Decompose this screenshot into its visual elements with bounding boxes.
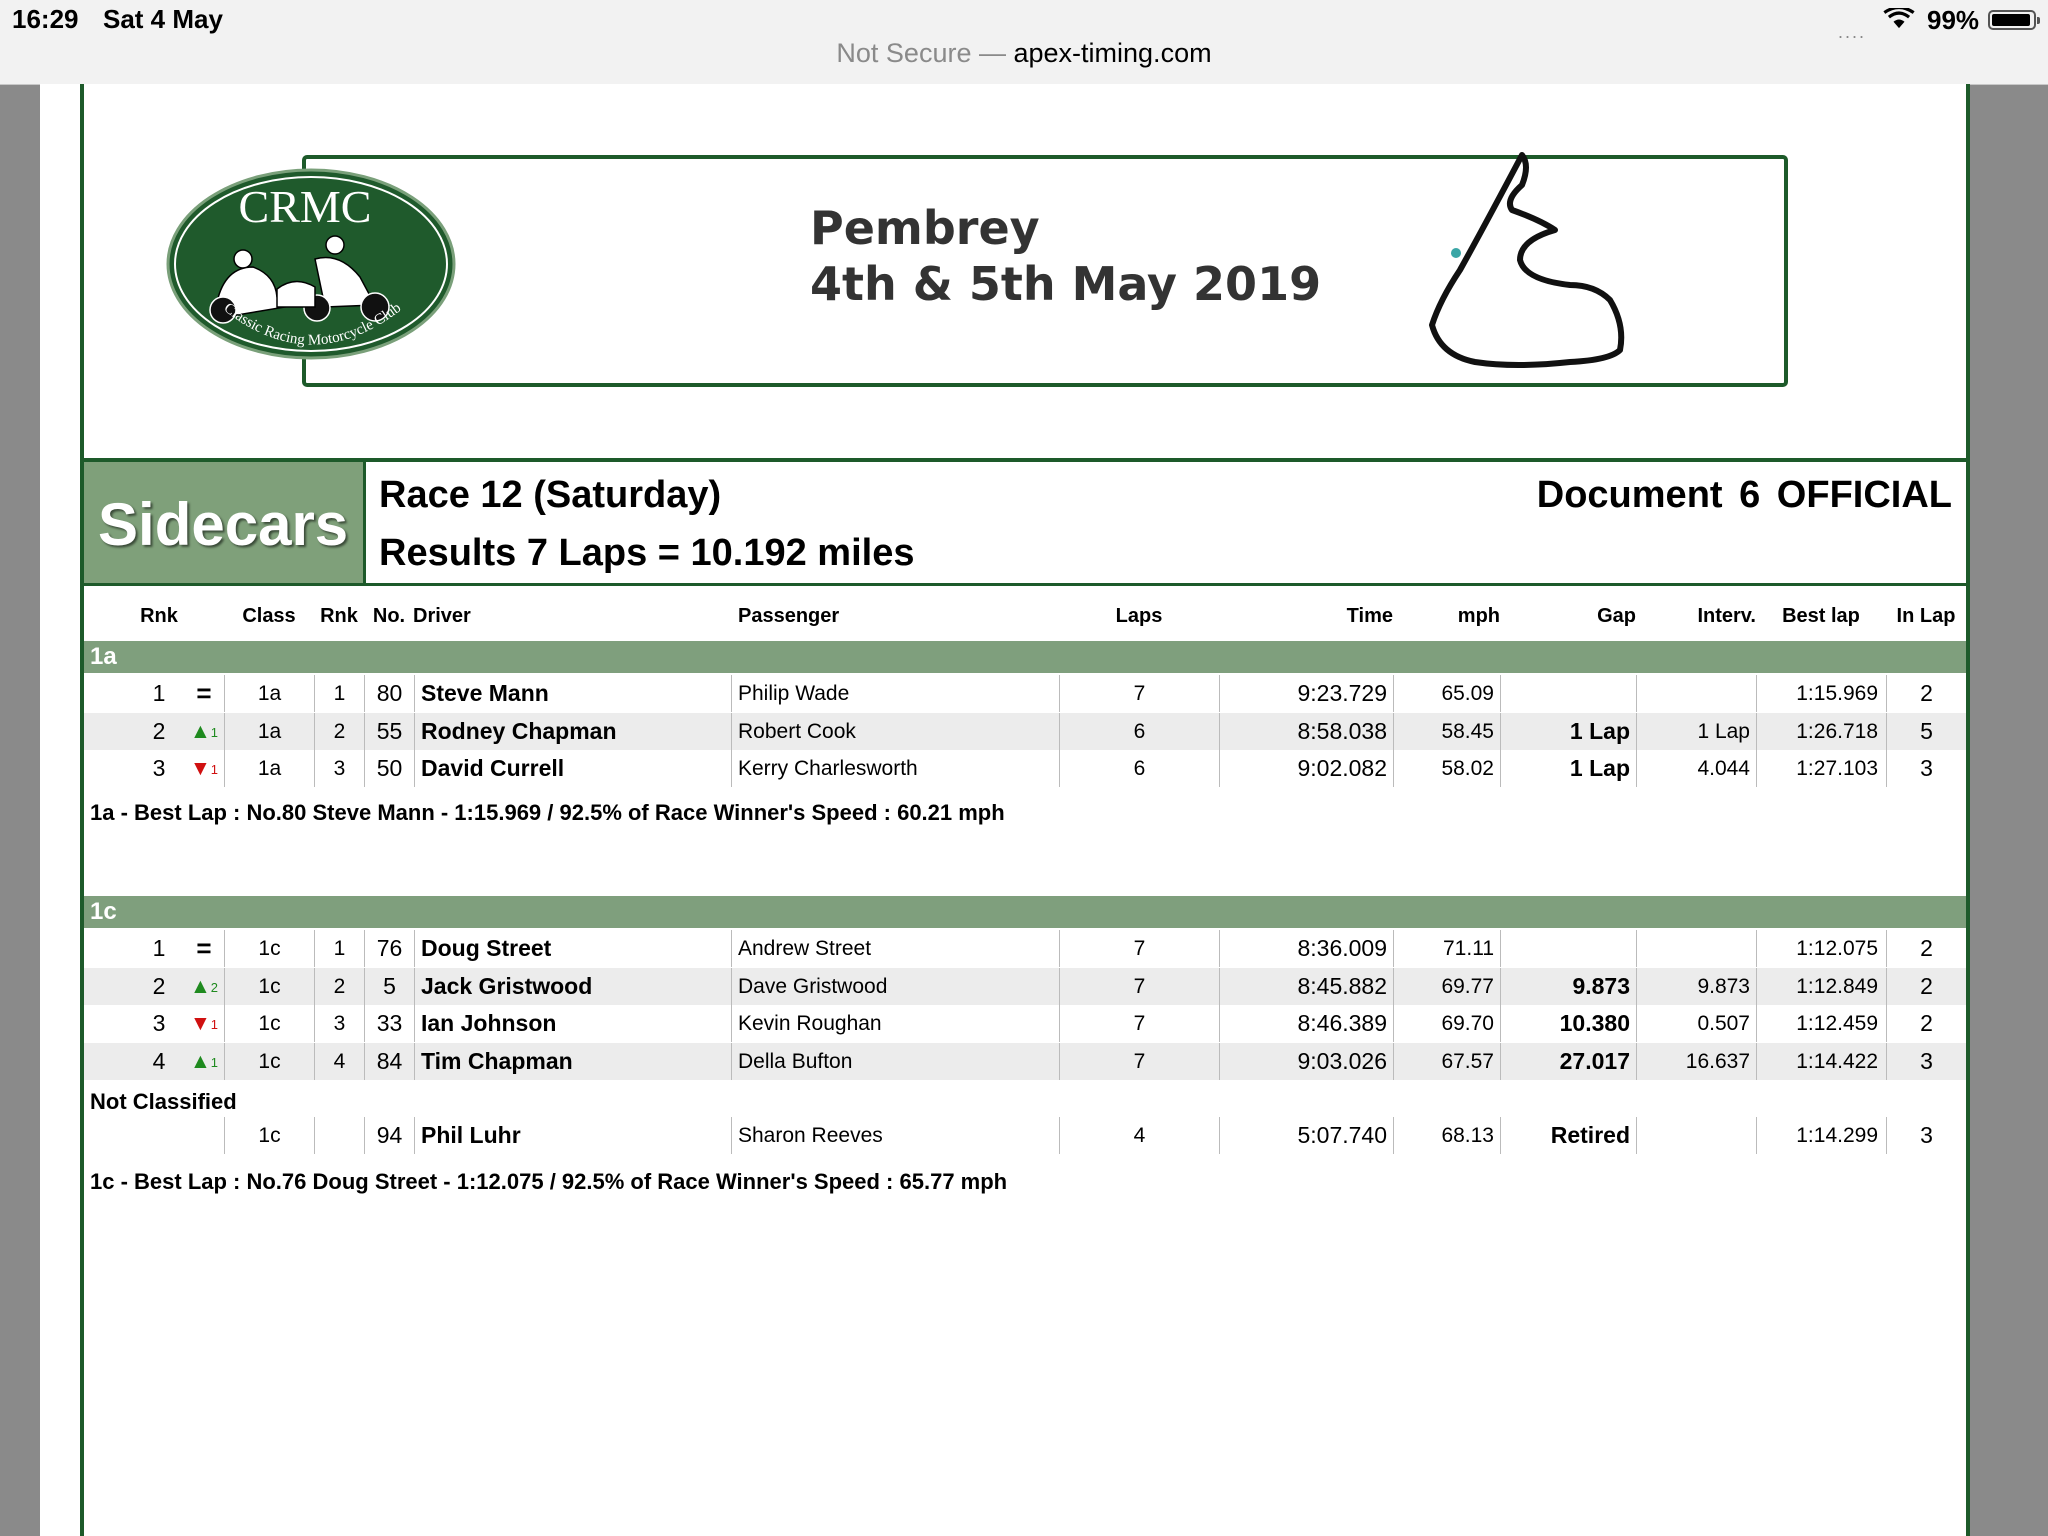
- best-lap-note-1a: 1a - Best Lap : No.80 Steve Mann - 1:15.969 / 92.5% of Race Winner's Speed : 60.21 mph: [90, 800, 1005, 825]
- cell-no: 33: [364, 1005, 414, 1042]
- cell-rnk: 3: [152, 755, 166, 781]
- cell-interv: [1636, 1117, 1756, 1154]
- browser-top-bar: [0, 0, 2048, 85]
- cell-mph: 58.02: [1393, 750, 1500, 787]
- cell-mph: 58.45: [1393, 713, 1500, 750]
- table-row: [84, 968, 1966, 1005]
- cell-driver: Jack Gristwood: [414, 968, 738, 1005]
- trend-count: 1: [210, 761, 219, 777]
- cell-interv: [1636, 930, 1756, 967]
- cell-gap: 9.873: [1500, 968, 1636, 1005]
- results-title: Results 7 Laps = 10.192 miles: [379, 532, 915, 574]
- table-row: [84, 930, 1966, 967]
- cell-inlap: 2: [1886, 675, 1966, 712]
- cell-crnk: 2: [314, 968, 364, 1005]
- table-row: [84, 675, 1966, 712]
- cell-passenger: Robert Cook: [731, 713, 1059, 750]
- cell-inlap: 3: [1886, 750, 1966, 787]
- position-change-icon: [184, 713, 224, 750]
- table-row: [84, 750, 1966, 787]
- cell-gap: 1 Lap: [1500, 713, 1636, 750]
- document-status: Document 6 OFFICIAL: [1536, 474, 1952, 516]
- cell-gap: [1500, 675, 1636, 712]
- status-time: 16:29: [12, 4, 79, 34]
- position-change-icon: [184, 930, 224, 967]
- cell-class: 1a: [224, 750, 314, 787]
- cell-interv: 9.873: [1636, 968, 1756, 1005]
- col-passenger: Passenger: [738, 605, 840, 627]
- cell-interv: 4.044: [1636, 750, 1756, 787]
- cell-rnk: 3: [152, 1010, 166, 1036]
- cell-crnk: 3: [314, 750, 364, 787]
- race-title-block: [84, 458, 1966, 586]
- cell-mph: 68.13: [1393, 1117, 1500, 1154]
- cell-interv: 1 Lap: [1636, 713, 1756, 750]
- cell-interv: 0.507: [1636, 1005, 1756, 1042]
- wifi-icon: [1882, 8, 1916, 30]
- logo-subtitle: Classic Racing Motorcycle Club: [220, 299, 405, 349]
- cell-rnk: 1: [152, 935, 166, 961]
- cell-driver: Ian Johnson: [414, 1005, 738, 1042]
- cell-driver: David Currell: [414, 750, 738, 787]
- cell-best: 1:27.103: [1756, 750, 1886, 787]
- cell-crnk: 4: [314, 1043, 364, 1080]
- group-label: 1c: [90, 898, 117, 925]
- cell-mph: 71.11: [1393, 930, 1500, 967]
- cell-no: 50: [364, 750, 414, 787]
- trend-arrow: ▲: [189, 719, 211, 743]
- trend-count: 1: [210, 1016, 219, 1032]
- col-gap: Gap: [1597, 605, 1636, 627]
- cell-crnk: 3: [314, 1005, 364, 1042]
- trend-arrow: ▼: [189, 757, 211, 780]
- trend-arrow: =: [196, 678, 212, 708]
- cell-rnk: 1: [152, 680, 166, 706]
- cell-rnk: 2: [152, 972, 166, 999]
- cell-no: 84: [364, 1043, 414, 1080]
- trend-arrow: ▲: [189, 974, 211, 998]
- position-change-icon: [184, 968, 224, 1005]
- cell-inlap: 2: [1886, 1005, 1966, 1042]
- cell-crnk: 1: [314, 675, 364, 712]
- cell-no: 5: [364, 968, 414, 1005]
- cell-passenger: Kevin Roughan: [731, 1005, 1059, 1042]
- cell-class: 1a: [224, 675, 314, 712]
- col-rnk: Rnk: [140, 605, 178, 627]
- cell-best: 1:12.459: [1756, 1005, 1886, 1042]
- best-lap-note-1c: 1c - Best Lap : No.76 Doug Street - 1:12.075 / 92.5% of Race Winner's Speed : 65.77 mph: [90, 1169, 1008, 1194]
- cell-interv: 16.637: [1636, 1043, 1756, 1080]
- cell-gap: 1 Lap: [1500, 750, 1636, 787]
- col-mph: mph: [1457, 605, 1500, 627]
- cell-driver: Tim Chapman: [414, 1043, 738, 1080]
- cell-passenger: Andrew Street: [731, 930, 1059, 967]
- cell-class: 1c: [224, 968, 314, 1005]
- cell-laps: 7: [1059, 1005, 1219, 1042]
- crmc-logo: [165, 167, 457, 362]
- track-map-icon: [1420, 150, 1640, 380]
- battery-icon: [1988, 10, 2036, 30]
- col-in-lap: In Lap: [1896, 605, 1956, 627]
- cell-driver: Rodney Chapman: [414, 713, 738, 750]
- group-header-1c: [84, 896, 1966, 928]
- cell-crnk: [314, 1117, 364, 1154]
- group-header-1a: [84, 641, 1966, 673]
- cell-laps: 6: [1059, 750, 1219, 787]
- venue-name: Pembrey: [810, 201, 1040, 255]
- cell-class: 1a: [224, 713, 314, 750]
- cell-laps: 7: [1059, 675, 1219, 712]
- cell-crnk: 2: [314, 713, 364, 750]
- logo-text: CRMC: [238, 181, 372, 232]
- position-change-icon: [184, 750, 224, 787]
- address-bar[interactable]: [0, 38, 2048, 69]
- race-title: Race 12 (Saturday): [379, 474, 722, 516]
- cell-time: 8:58.038: [1219, 713, 1393, 750]
- cell-time: 8:46.389: [1219, 1005, 1393, 1042]
- cell-rnk: 4: [152, 1047, 166, 1074]
- trend-arrow: =: [196, 933, 212, 963]
- not-classified-label: Not Classified: [90, 1089, 237, 1114]
- cell-class: 1c: [224, 1005, 314, 1042]
- class-box: [84, 462, 366, 583]
- col-laps: Laps: [1115, 605, 1163, 627]
- trend-count: 1: [210, 1054, 219, 1070]
- cell-best: 1:15.969: [1756, 675, 1886, 712]
- cellular-signal-icon: ....: [1838, 22, 1867, 42]
- position-change-icon: [184, 675, 224, 712]
- cell-mph: 65.09: [1393, 675, 1500, 712]
- cell-mph: 69.70: [1393, 1005, 1500, 1042]
- trend-arrow: ▲: [189, 1049, 211, 1073]
- table-row: [84, 1117, 1966, 1154]
- cell-best: 1:14.422: [1756, 1043, 1886, 1080]
- results-table-header: [84, 605, 1966, 639]
- cell-laps: 7: [1059, 930, 1219, 967]
- cell-passenger: Dave Gristwood: [731, 968, 1059, 1005]
- cell-time: 9:23.729: [1219, 675, 1393, 712]
- position-change-icon: [184, 1005, 224, 1042]
- cell-inlap: 2: [1886, 930, 1966, 967]
- cell-passenger: Della Bufton: [731, 1043, 1059, 1080]
- cell-rnk: 2: [152, 717, 166, 744]
- col-time: Time: [1346, 605, 1393, 627]
- class-name: Sidecars: [98, 491, 349, 558]
- cell-laps: 7: [1059, 1043, 1219, 1080]
- event-dates: 4th & 5th May 2019: [810, 257, 1322, 311]
- cell-no: 76: [364, 930, 414, 967]
- cell-gap: Retired: [1500, 1117, 1636, 1154]
- cell-inlap: 5: [1886, 713, 1966, 750]
- status-date: Sat 4 May: [103, 4, 223, 34]
- table-row: [84, 713, 1966, 750]
- col-class: Class: [242, 605, 296, 627]
- position-change-icon: [184, 1117, 224, 1154]
- cell-time: 9:02.082: [1219, 750, 1393, 787]
- cell-class: 1c: [224, 930, 314, 967]
- cell-class: 1c: [224, 1117, 314, 1154]
- cell-laps: 4: [1059, 1117, 1219, 1154]
- cell-gap: [1500, 930, 1636, 967]
- cell-no: 94: [364, 1117, 414, 1154]
- cell-interv: [1636, 675, 1756, 712]
- cell-no: 55: [364, 713, 414, 750]
- cell-mph: 67.57: [1393, 1043, 1500, 1080]
- not-secure-label: Not Secure —: [836, 38, 1006, 68]
- col-no: No.: [372, 605, 406, 627]
- col-class-rnk: Rnk: [320, 605, 358, 627]
- trend-count: 1: [210, 724, 219, 740]
- cell-inlap: 3: [1886, 1117, 1966, 1154]
- cell-inlap: 3: [1886, 1043, 1966, 1080]
- cell-driver: Steve Mann: [414, 675, 738, 712]
- cell-best: 1:14.299: [1756, 1117, 1886, 1154]
- cell-rnk: [134, 1117, 184, 1154]
- battery-percent: 99%: [1927, 5, 1980, 35]
- col-best-lap: Best lap: [1782, 605, 1860, 627]
- table-row: [84, 1005, 1966, 1042]
- cell-driver: Phil Luhr: [414, 1117, 738, 1154]
- cell-inlap: 2: [1886, 968, 1966, 1005]
- trend-count: 2: [210, 979, 219, 995]
- domain-label: apex-timing.com: [1013, 38, 1212, 68]
- cell-time: 9:03.026: [1219, 1043, 1393, 1080]
- position-change-icon: [184, 1043, 224, 1080]
- cell-laps: 6: [1059, 713, 1219, 750]
- cell-best: 1:12.849: [1756, 968, 1886, 1005]
- cell-best: 1:26.718: [1756, 713, 1886, 750]
- cell-time: 8:45.882: [1219, 968, 1393, 1005]
- cell-gap: 27.017: [1500, 1043, 1636, 1080]
- cell-gap: 10.380: [1500, 1005, 1636, 1042]
- col-interv: Interv.: [1697, 605, 1756, 627]
- cell-class: 1c: [224, 1043, 314, 1080]
- cell-time: 8:36.009: [1219, 930, 1393, 967]
- cell-driver: Doug Street: [414, 930, 738, 967]
- event-venue-dates: [810, 200, 1321, 312]
- cell-mph: 69.77: [1393, 968, 1500, 1005]
- group-label: 1a: [90, 643, 117, 670]
- cell-no: 80: [364, 675, 414, 712]
- cell-passenger: Sharon Reeves: [731, 1117, 1059, 1154]
- cell-passenger: Kerry Charlesworth: [731, 750, 1059, 787]
- cell-crnk: 1: [314, 930, 364, 967]
- cell-best: 1:12.075: [1756, 930, 1886, 967]
- cell-laps: 7: [1059, 968, 1219, 1005]
- table-row: [84, 1043, 1966, 1080]
- cell-time: 5:07.740: [1219, 1117, 1393, 1154]
- col-driver: Driver: [413, 605, 471, 627]
- cell-passenger: Philip Wade: [731, 675, 1059, 712]
- trend-arrow: ▼: [189, 1012, 211, 1035]
